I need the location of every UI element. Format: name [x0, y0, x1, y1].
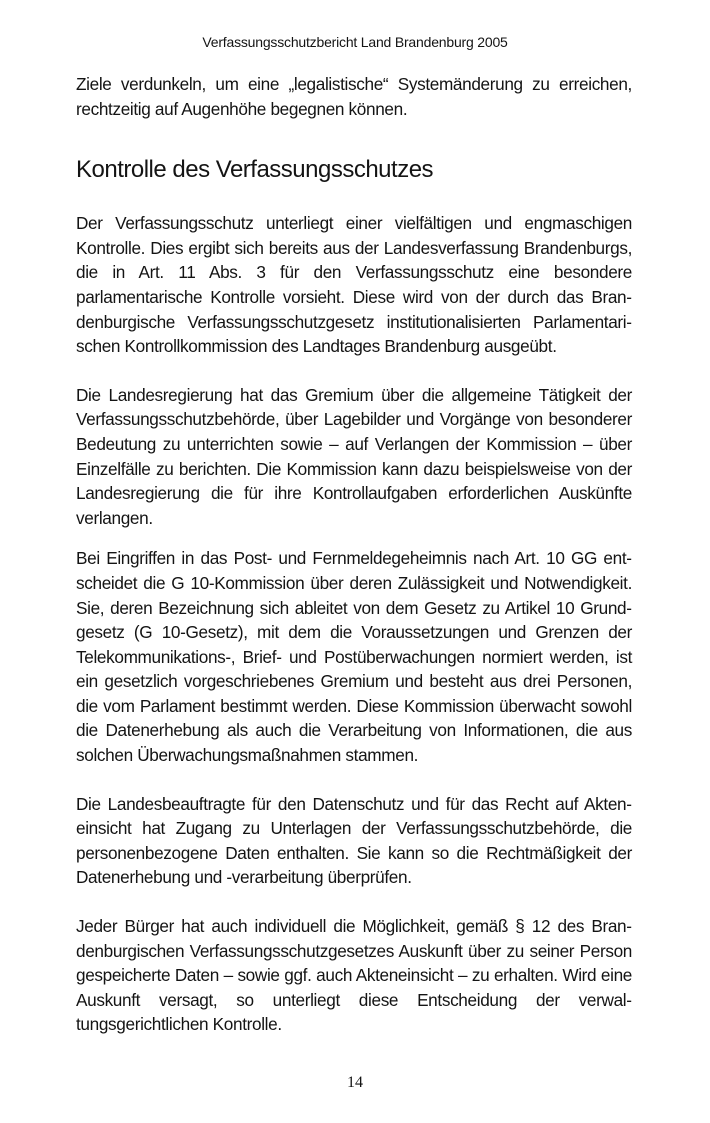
page-number: 14 [347, 1074, 363, 1091]
paragraph-control-overview: Der Verfassungsschutz unterliegt einer vielfältigen und engmaschigen Kontrolle. Dies ergibt sich bereits aus der Landesverfassung Brandenburgs, die in Art. 11 Abs. 3 für den Verfassungsschutz eine besondere parlamentarische Kontrolle vorsieht. Diese wird von der durch das Brandenburgische Verfassungsschutzgesetz institutionalisierten Parlamentarischen Kontrollkommission des Landtages Brandenburg ausgeübt. [76, 213, 632, 357]
paragraph-g10-commission: Bei Eingriffen in das Post- und Fernmeldegeheimnis nach Art. 10 GG entscheidet die G 10-Kommission über deren Zulässigkeit und Notwendigkeit. Sie, deren Bezeichnung sich ableitet von dem Gesetz zu Artikel 10 Grundgesetz (G 10-Gesetz), mit dem die Voraussetzungen und Grenzen der Telekommunikations-, Brief- und Postüberwachungen normiert werden, ist ein gesetzlich vorgeschriebenes Gremium und besteht aus drei Personen, die vom Parlament bestimmt werden. Diese Kommission überwacht sowohl die Datenerhebung als auch die Verarbeitung von Informationen, die aus solchen Überwachungsmaßnahmen stammen. [76, 548, 632, 766]
page-content [76, 72, 632, 1037]
paragraph-data-protection: Die Landesbeauftragte für den Datenschutz und für das Recht auf Akteneinsicht hat Zugang zu Unterlagen der Verfassungsschutzbehörde, die personenbezogene Daten enthalten. Sie kann so die Rechtmäßigkeit der Datenerhebung und -verarbeitung überprüfen. [76, 793, 632, 888]
paragraph-citizen-rights: Jeder Bürger hat auch individuell die Möglichkeit, gemäß § 12 des Brandenburgischen Verfassungsschutzgesetzes Auskunft über zu seiner Person gespeicherte Daten – sowie ggf. auch Akteneinsicht – zu erhalten. Wird eine Auskunft versagt, so unterliegt diese Entscheidung der verwaltungsgerichtlichen Kontrolle. [76, 916, 632, 1035]
intro-paragraph: Ziele verdunkeln, um eine „legalistische“ Systemänderung zu erreichen, rechtzeitig auf Augenhöhe begegnen können. [76, 74, 632, 119]
paragraph-government-reporting: Die Landesregierung hat das Gremium über die allgemeine Tätigkeit der Verfassungsschutzbehörde, über Lagebilder und Vorgänge von besonderer Bedeutung zu unterrichten sowie – auf Verlangen der Kommission – über Einzelfälle zu berichten. Die Kommission kann dazu beispielsweise von der Landesregierung die für ihre Kontrollaufgaben erforderlichen Auskünfte verlangen. [76, 384, 632, 528]
running-header: Verfassungsschutzbericht Land Brandenburg 2005 [202, 34, 508, 50]
section-heading: Kontrolle des Verfassungsschutzes [76, 156, 434, 184]
